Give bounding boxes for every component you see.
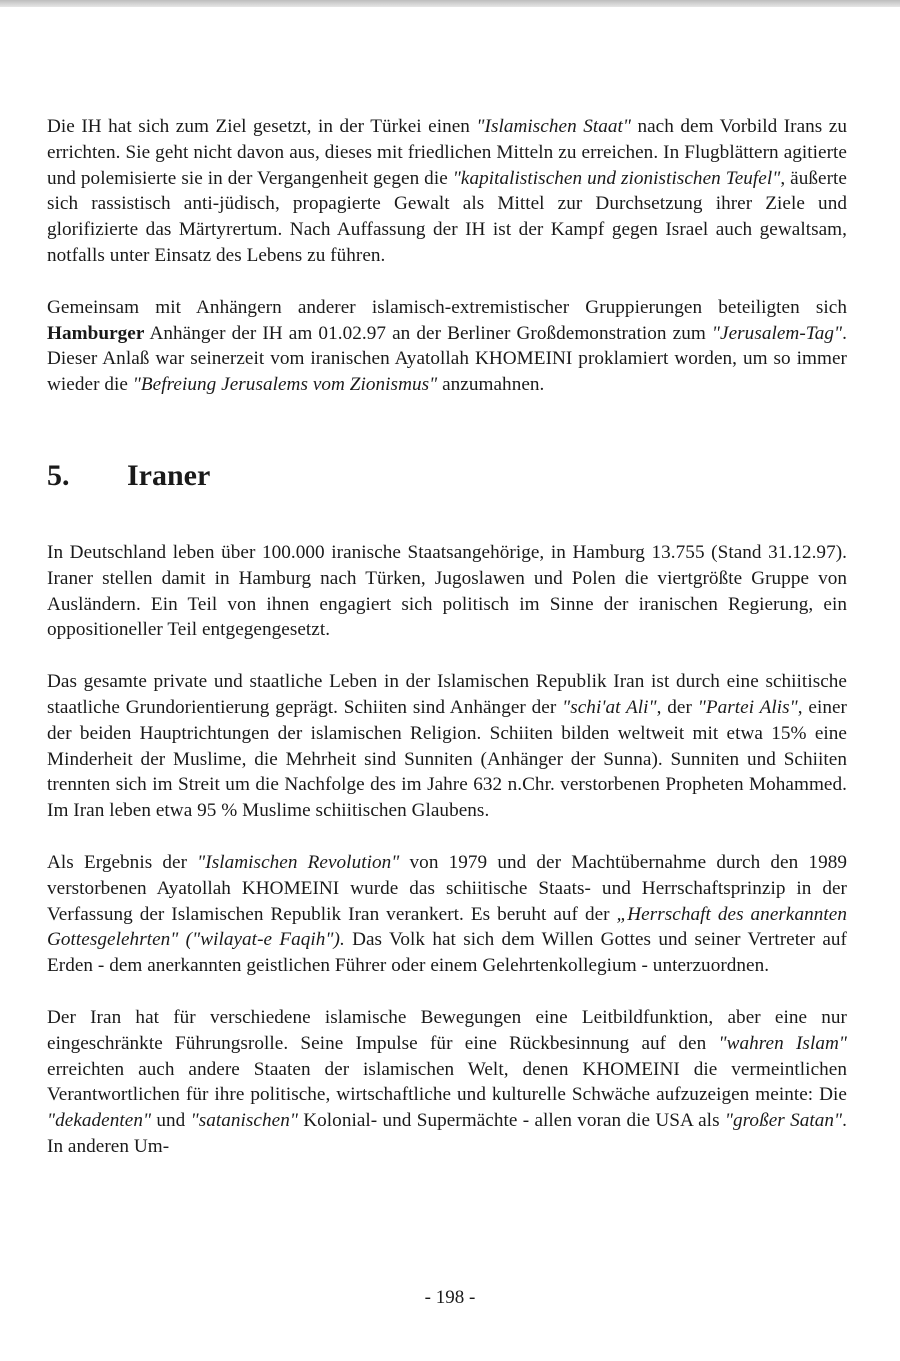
paragraph-jerusalem-day [47,295,847,398]
text-run: Das Volk hat sich dem Willen Gottes und seiner Vertreter auf Erden - dem anerkannten geistlichen Führer oder einem Gelehrtenkollegium - unterzuordnen. [47,929,848,977]
text-run: . Dieser Anlaß war seinerzeit vom iranischen Ayatollah KHOMEINI proklamiert worden, um so immer wieder die [47,322,847,396]
text-run: Als Ergebnis der [47,851,198,873]
paragraph-iranians-germany [47,540,847,643]
text-run: anzumahnen. [437,374,545,396]
text-run: . In anderen Um- [47,1110,848,1157]
italic-quote: "kapitalistischen und zionistischen Teufel" [452,167,781,189]
text-run: Anhänger der IH am 01.02.97 an der Berliner Großdemonstration zum [144,322,712,344]
scan-top-edge [0,0,900,7]
page-number: - 198 - [424,1287,476,1308]
text-run: nach dem Vorbild Irans zu errichten. Sie geht nicht davon aus, dieses mit friedlichen Mitteln zu erreichen. In Flugblättern agitierte und polemisierte sie in der Vergangenheit gegen die [47,116,847,189]
italic-quote: "wahren Islam" [718,1032,847,1054]
text-run: Der Iran hat für verschiedene islamische Bewegungen eine Leitbildfunktion, aber eine nur eingeschränkte Führungsrolle. Seine Impulse für eine Rückbesinnung auf den [47,1006,847,1054]
section-title: Iraner [127,458,211,492]
italic-quote: „Herrschaft des anerkannten Gottesgelehrten" ("wilayat-e Faqih"). [47,903,847,951]
italic-quote: "dekadenten" [47,1110,152,1132]
italic-quote: "Befreiung Jerusalems vom Zionismus" [132,374,438,396]
italic-quote: "schi'at Ali" [562,696,657,718]
text-run: und [151,1110,191,1132]
paragraph-islamic-revolution [47,850,847,979]
text-run: Das gesamte private und staatliche Leben in der Islamischen Republik Iran ist durch eine schiitische staatliche Grundorientierung geprägt. Schiiten sind Anhänger der [47,671,847,718]
text-run: erreichten auch andere Staaten der islamischen Welt, denen KHOMEINI die vermeintlichen Verantwortlichen für ihre politische, wirtschaftliche und kulturelle Schwäche aufzuzeigen meinte: Die [47,1058,847,1106]
text-run: Die IH hat sich zum Ziel gesetzt, in der Türkei einen [47,116,477,137]
italic-quote: "Jerusalem-Tag" [711,322,843,344]
italic-quote: "Partei Alis" [697,696,798,718]
text-run: , einer der beiden Hauptrichtungen der islamischen Religion. Schiiten bilden weltweit mit etwa 15% eine Minderheit der Muslime, die Mehrheit sind Sunniten (Anhänger der Sunna). Sunniten und Schiiten trennten sich im Streit um die Nachfolge des im Jahre 632 n.Chr. verstorbenen Propheten Mohammed. Im Iran leben etwa 95 % Muslime schiitischen Glaubens. [47,696,847,822]
text-run: , der [656,696,698,718]
bold-term: Hamburger [47,322,145,344]
section-heading [47,458,847,494]
text-run: Gemeinsam mit Anhängern anderer islamisch-extremistischer Gruppierungen beteiligten sich [47,296,847,318]
paragraph-shiite-orientation [47,669,847,824]
document-page [47,114,847,1160]
paragraph-iran-role-model [47,1005,847,1160]
section-number: 5. [47,458,70,492]
text-run: , äußerte sich rassistisch anti-jüdisch, propagierte Gewalt als Mittel zur Durchsetzung ihrer Ziele und glorifizierte das Märtyrertum. Nach Auffassung der IH ist der Kampf gegen Israel auch gewaltsam, notfalls unter Einsatz des Lebens zu führen. [47,167,847,266]
italic-quote: "satanischen" [190,1110,298,1132]
paragraph-ih-goals [47,114,847,269]
text-run: von 1979 und der Machtübernahme durch den 1989 verstorbenen Ayatollah KHOMEINI wurde das schiitische Staats- und Herrschaftsprinzip in der Verfassung der Islamischen Republik Iran verankert. Es beruht auf der [47,851,847,925]
italic-quote: "großer Satan" [724,1110,843,1132]
text-run: In Deutschland leben über 100.000 iranische Staatsangehörige, in Hamburg 13.755 (Stand 31.12.97). Iraner stellen damit in Hamburg nach Türken, Jugoslawen und Polen die viertgrößte Gruppe von Ausländern. Ein Teil von ihnen engagiert sich politisch im Sinne der iranischen Regierung, ein oppositioneller Teil entgegengesetzt. [47,541,847,641]
italic-quote: "Islamischen Revolution" [197,851,400,873]
italic-quote: "Islamischen Staat" [476,116,631,137]
text-run: Kolonial- und Supermächte - allen voran die USA als [297,1110,725,1132]
